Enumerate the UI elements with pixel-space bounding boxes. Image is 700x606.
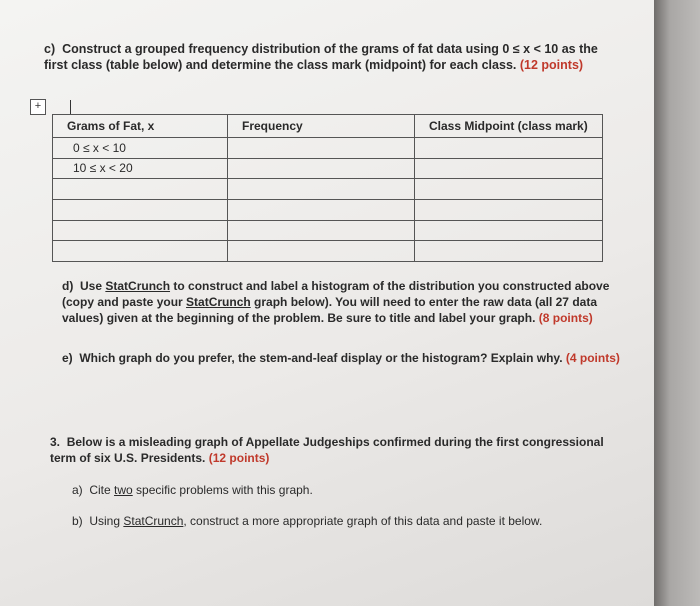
header-frequency: Frequency <box>228 115 415 138</box>
question-3a-text: Cite <box>89 483 115 497</box>
part-d-text: Use <box>80 279 106 293</box>
part-c-text: Construct a grouped frequency distribution of the grams of fat data using 0 ≤ x < 10 as the first class (table below) and determine the class mark (midpoint) for each class. <box>44 42 598 72</box>
table-cell[interactable] <box>415 199 603 220</box>
part-d-instruction <box>62 278 622 326</box>
statcrunch-link[interactable]: StatCrunch <box>123 514 184 528</box>
table-cell[interactable] <box>415 220 603 241</box>
table-row <box>53 137 603 158</box>
table-cell[interactable] <box>415 137 603 158</box>
part-d-text: graph below). You will need to enter the raw data (all 27 data values) given at the beginning of the problem. Be sure to title and label your graph. <box>62 295 597 325</box>
text-cursor <box>70 100 71 114</box>
header-grams-of-fat: Grams of Fat, x <box>53 115 228 138</box>
question-3a-text: specific problems with this graph. <box>132 483 313 497</box>
part-e-text: Which graph do you prefer, the stem-and-leaf display or the histogram? Explain why. <box>79 351 563 365</box>
page-edge-shadow <box>654 0 700 606</box>
statcrunch-link[interactable]: StatCrunch <box>186 295 251 309</box>
question-3a-emphasis: two <box>114 483 133 497</box>
question-3b <box>72 513 542 529</box>
part-d-points: (8 points) <box>538 311 593 325</box>
table-cell[interactable] <box>53 179 228 200</box>
part-e-label: e) <box>62 351 73 365</box>
part-c-instruction <box>44 41 614 73</box>
table-cell[interactable] <box>53 220 228 241</box>
table-cell[interactable] <box>53 241 228 262</box>
question-3b-text: , construct a more appropriate graph of this data and paste it below. <box>183 514 543 528</box>
frequency-table <box>52 114 603 262</box>
table-header-row <box>53 115 603 138</box>
table-cell[interactable] <box>415 179 603 200</box>
table-row <box>53 220 603 241</box>
table-cell[interactable]: 0 ≤ x < 10 <box>53 137 228 158</box>
question-3-points: (12 points) <box>208 451 270 465</box>
table-row <box>53 241 603 262</box>
table-cell[interactable] <box>228 158 415 179</box>
question-3b-label: b) <box>72 514 83 528</box>
table-cell[interactable] <box>53 199 228 220</box>
table-cell[interactable] <box>228 179 415 200</box>
table-move-handle-icon[interactable]: + <box>30 99 46 115</box>
table-cell[interactable] <box>228 199 415 220</box>
part-e-instruction <box>62 350 622 366</box>
part-e-points: (4 points) <box>565 351 620 365</box>
part-d-label: d) <box>62 279 74 293</box>
table-cell[interactable]: 10 ≤ x < 20 <box>53 158 228 179</box>
table-row <box>53 179 603 200</box>
question-3a <box>72 482 313 498</box>
question-3a-label: a) <box>72 483 83 497</box>
table-row <box>53 199 603 220</box>
table-cell[interactable] <box>228 137 415 158</box>
table-cell[interactable] <box>415 158 603 179</box>
table-cell[interactable] <box>228 220 415 241</box>
table-cell[interactable] <box>415 241 603 262</box>
part-c-label: c) <box>44 42 56 56</box>
question-3-number: 3. <box>50 435 61 449</box>
table-cell[interactable] <box>228 241 415 262</box>
part-d-text: to construct and label a histogram of the distribution you constructed above (copy and paste your <box>62 279 610 309</box>
statcrunch-link[interactable]: StatCrunch <box>105 279 171 293</box>
part-c-points: (12 points) <box>519 58 584 72</box>
question-3-text: Below is a misleading graph of Appellate Judgeships confirmed during the first congressional term of six U.S. Presidents. <box>50 435 604 465</box>
header-class-midpoint: Class Midpoint (class mark) <box>415 115 603 138</box>
table-row <box>53 158 603 179</box>
question-3b-text: Using <box>89 514 124 528</box>
question-3 <box>50 434 620 466</box>
